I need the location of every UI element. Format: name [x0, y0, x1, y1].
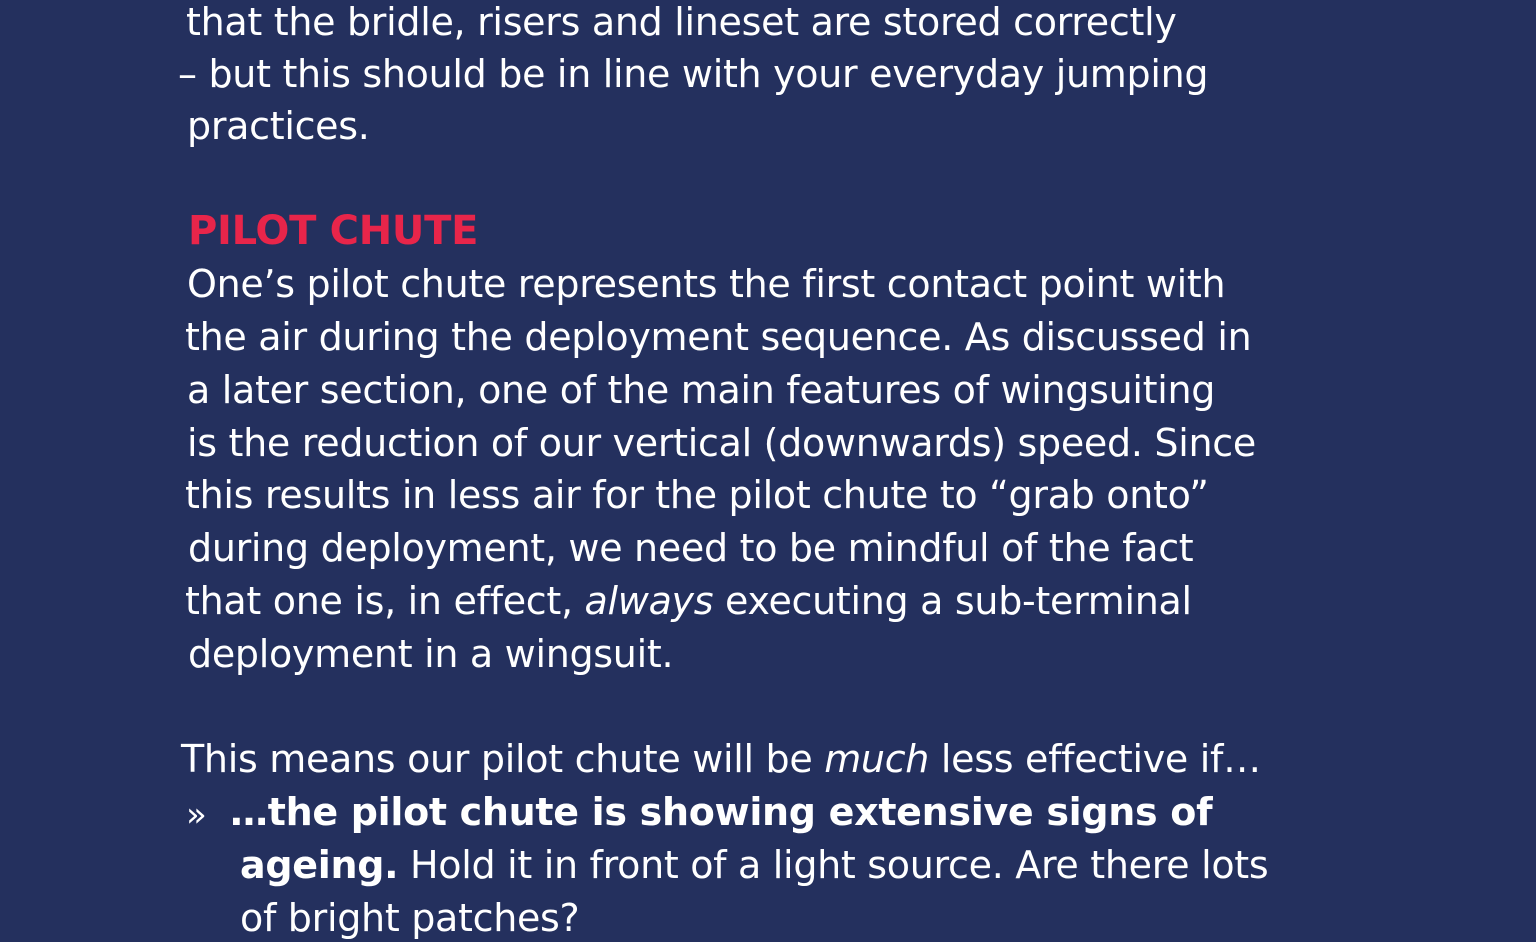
bullet-text-line [240, 839, 1268, 892]
section-heading: PILOT CHUTE [188, 208, 479, 254]
body-text-segment: less effective if… [929, 737, 1261, 781]
body-text-line: a later section, one of the main features of wingsuiting [187, 368, 1216, 412]
body-text-line [185, 575, 1192, 628]
body-text-line: this results in less air for the pilot chute to “grab onto” [185, 473, 1209, 517]
body-text-line: deployment in a wingsuit. [188, 632, 674, 676]
bold-text: ageing. [240, 843, 399, 887]
bullet-text-line [230, 786, 1212, 839]
body-text-segment: executing a sub-terminal [713, 579, 1192, 623]
bullet-text-line: of bright patches? [240, 896, 580, 940]
body-text-line: during deployment, we need to be mindful of the fact [188, 526, 1194, 570]
body-text-line [181, 733, 1261, 786]
body-text-line: is the reduction of our vertical (downwards) speed. Since [187, 421, 1256, 465]
body-text-line: the air during the deployment sequence. As discussed in [185, 315, 1252, 359]
emphasis-text: much [824, 737, 930, 781]
body-text-line: practices. [187, 104, 370, 148]
bold-text: …the pilot chute is showing extensive signs of [230, 790, 1213, 834]
body-text-segment: Hold it in front of a light source. Are there lots [398, 843, 1269, 887]
body-text-line: that the bridle, risers and lineset are stored correctly [186, 0, 1177, 44]
body-text-line: – but this should be in line with your everyday jumping [178, 52, 1209, 96]
bullet-marker: » [186, 795, 207, 835]
body-text-segment: This means our pilot chute will be [181, 737, 825, 781]
body-text-line: One’s pilot chute represents the first contact point with [187, 262, 1226, 306]
emphasis-text: always [584, 579, 714, 623]
body-text-segment: that one is, in effect, [185, 579, 585, 623]
